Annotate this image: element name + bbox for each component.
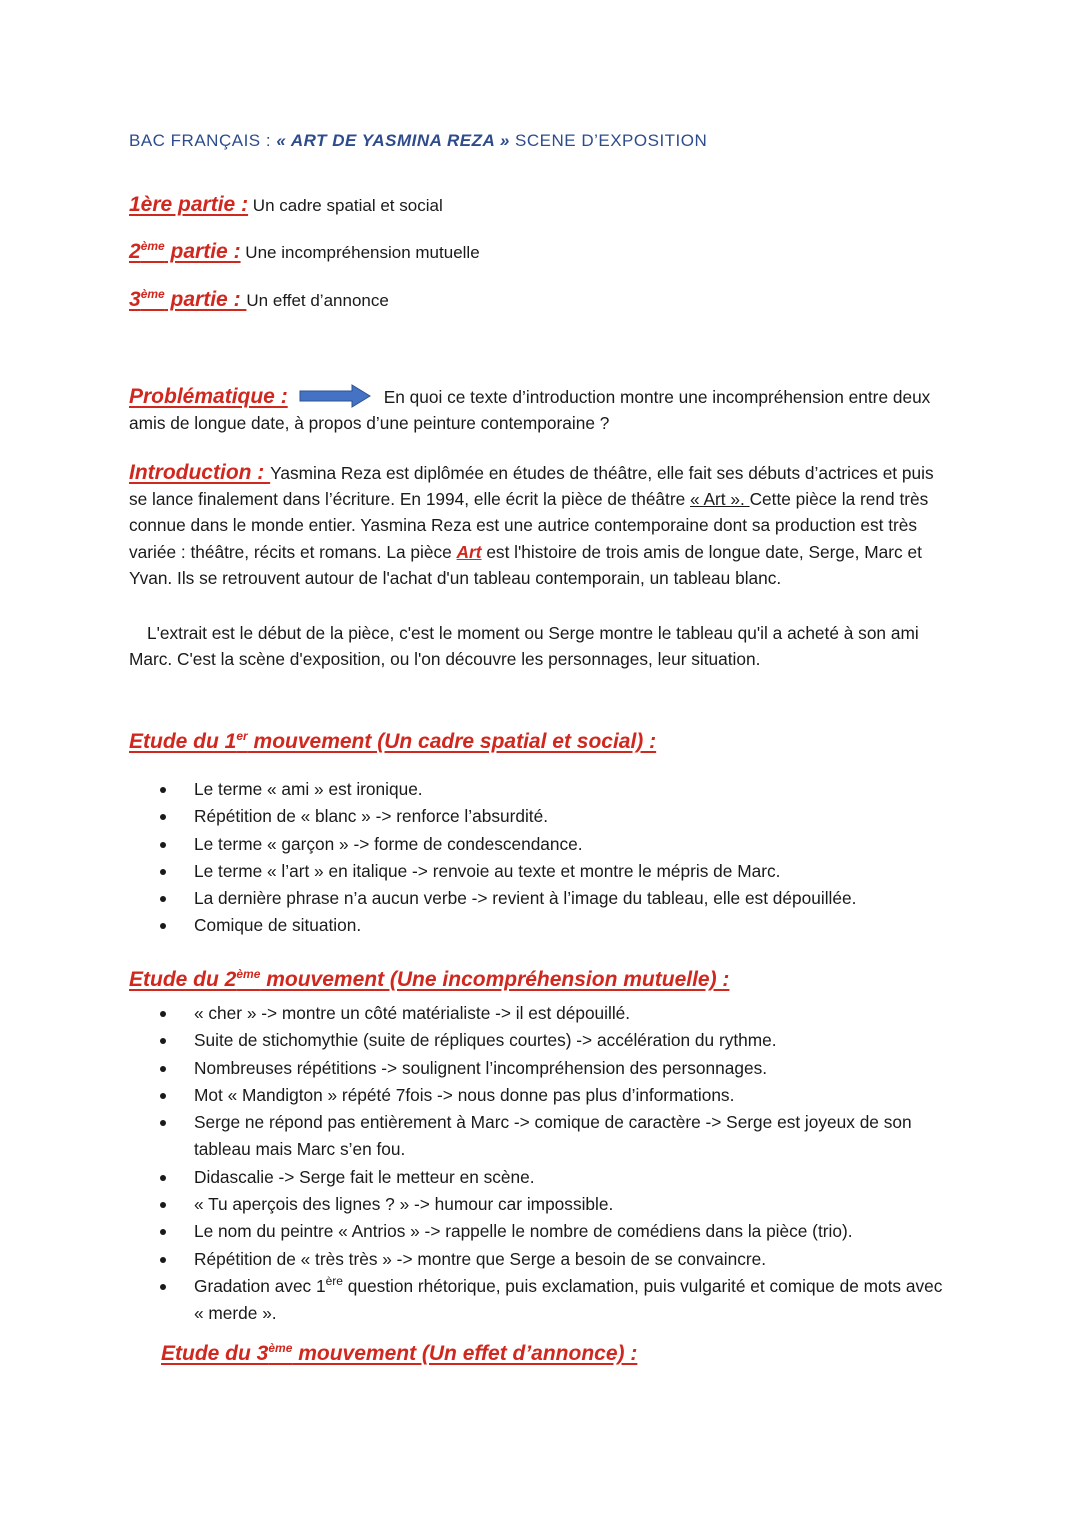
part-1-text: Un cadre spatial et social <box>248 196 443 215</box>
etude-1-title: Etude du 1er mouvement (Un cadre spatial et social) : <box>129 729 657 753</box>
introduction-text-4: L'extrait est le début de la pièce, c'est le moment ou Serge montre le tableau qu'il a acheté à son ami Marc. C'est la scène d'exposition, ou l'on découvre les personnages, leur situation. <box>129 623 919 670</box>
part-3-label: 3ème partie : <box>129 287 247 311</box>
introduction <box>129 460 949 591</box>
right-arrow-icon <box>298 384 372 408</box>
list-item: Suite de stichomythie (suite de répliques courtes) -> accélération du rythme. <box>194 1027 954 1054</box>
etude-1-list <box>194 776 954 940</box>
title-work: « ART DE YASMINA REZA » <box>276 131 510 150</box>
list-item: Répétition de « très très » -> montre que Serge a besoin de se convaincre. <box>194 1246 954 1273</box>
document-title <box>129 131 707 151</box>
list-item: Le terme « l’art » en italique -> renvoie au texte et montre le mépris de Marc. <box>194 858 954 885</box>
part-2-text: Une incompréhension mutuelle <box>240 243 480 262</box>
part-2 <box>129 240 480 264</box>
list-item: Didascalie -> Serge fait le metteur en scène. <box>194 1164 954 1191</box>
list-item: Nombreuses répétitions -> soulignent l’incompréhension des personnages. <box>194 1055 954 1082</box>
list-item: Mot « Mandigton » répété 7fois -> nous donne pas plus d’informations. <box>194 1082 954 1109</box>
introduction-label: Introduction : <box>129 461 271 484</box>
introduction-text-3: est l'histoire de trois amis de longue date, Serge, Marc et Yvan. Ils se retrouvent autour de l'achat d'un tableau contemporain, un tableau blanc. <box>129 541 922 588</box>
title-suffix: SCENE D’EXPOSITION <box>509 131 708 150</box>
problematique-label: Problématique : <box>129 385 288 408</box>
list-item: Serge ne répond pas entièrement à Marc -> comique de caractère -> Serge est joyeux de son tableau mais Marc s’en fou. <box>194 1109 954 1164</box>
problematique <box>129 384 959 436</box>
list-item: Le terme « ami » est ironique. <box>194 776 954 803</box>
list-item: La dernière phrase n’a aucun verbe -> revient à l’image du tableau, elle est dépouillée. <box>194 885 954 912</box>
problematique-text: En quoi ce texte d’introduction montre une incompréhension entre deux amis de longue date, à propos d’une peinture contemporaine ? <box>129 387 931 434</box>
introduction-art-title: Art <box>456 541 482 562</box>
introduction-text-2: Cette pièce la rend très connue dans le monde entier. Yasmina Reza est une autrice contemporaine dont sa production est très variée : théâtre, récits et romans. La pièce <box>129 489 929 562</box>
part-1 <box>129 193 443 217</box>
list-item: Gradation avec 1ère question rhétorique, puis exclamation, puis vulgarité et comique de mots avec « merde ». <box>194 1273 954 1328</box>
part-2-label: 2ème partie : <box>129 239 241 263</box>
etude-2-title: Etude du 2ème mouvement (Une incompréhension mutuelle) : <box>129 967 730 991</box>
introduction-quote: « Art ». <box>690 489 750 510</box>
list-item: Comique de situation. <box>194 912 954 939</box>
list-item: « Tu aperçois des lignes ? » -> humour car impossible. <box>194 1191 954 1218</box>
part-1-label: 1ère partie : <box>129 193 249 216</box>
introduction-text-1: Yasmina Reza est diplômée en études de théâtre, elle fait ses débuts d’actrices et puis se lance finalement dans l’écriture. En 1994, elle écrit la pièce de théâtre <box>129 463 934 510</box>
list-item: « cher » -> montre un côté matérialiste -> il est dépouillé. <box>194 1000 954 1027</box>
part-3 <box>129 288 389 312</box>
title-prefix: BAC FRANÇAIS : <box>129 131 277 150</box>
part-3-text: Un effet d’annonce <box>246 291 389 310</box>
introduction-paragraph-2 <box>129 620 949 672</box>
etude-3-title: Etude du 3ème mouvement (Un effet d’annonce) : <box>161 1341 638 1365</box>
list-item: Le nom du peintre « Antrios » -> rappelle le nombre de comédiens dans la pièce (trio). <box>194 1218 954 1245</box>
list-item: Le terme « garçon » -> forme de condescendance. <box>194 831 954 858</box>
list-item: Répétition de « blanc » -> renforce l’absurdité. <box>194 803 954 830</box>
etude-2-list <box>194 1000 954 1328</box>
